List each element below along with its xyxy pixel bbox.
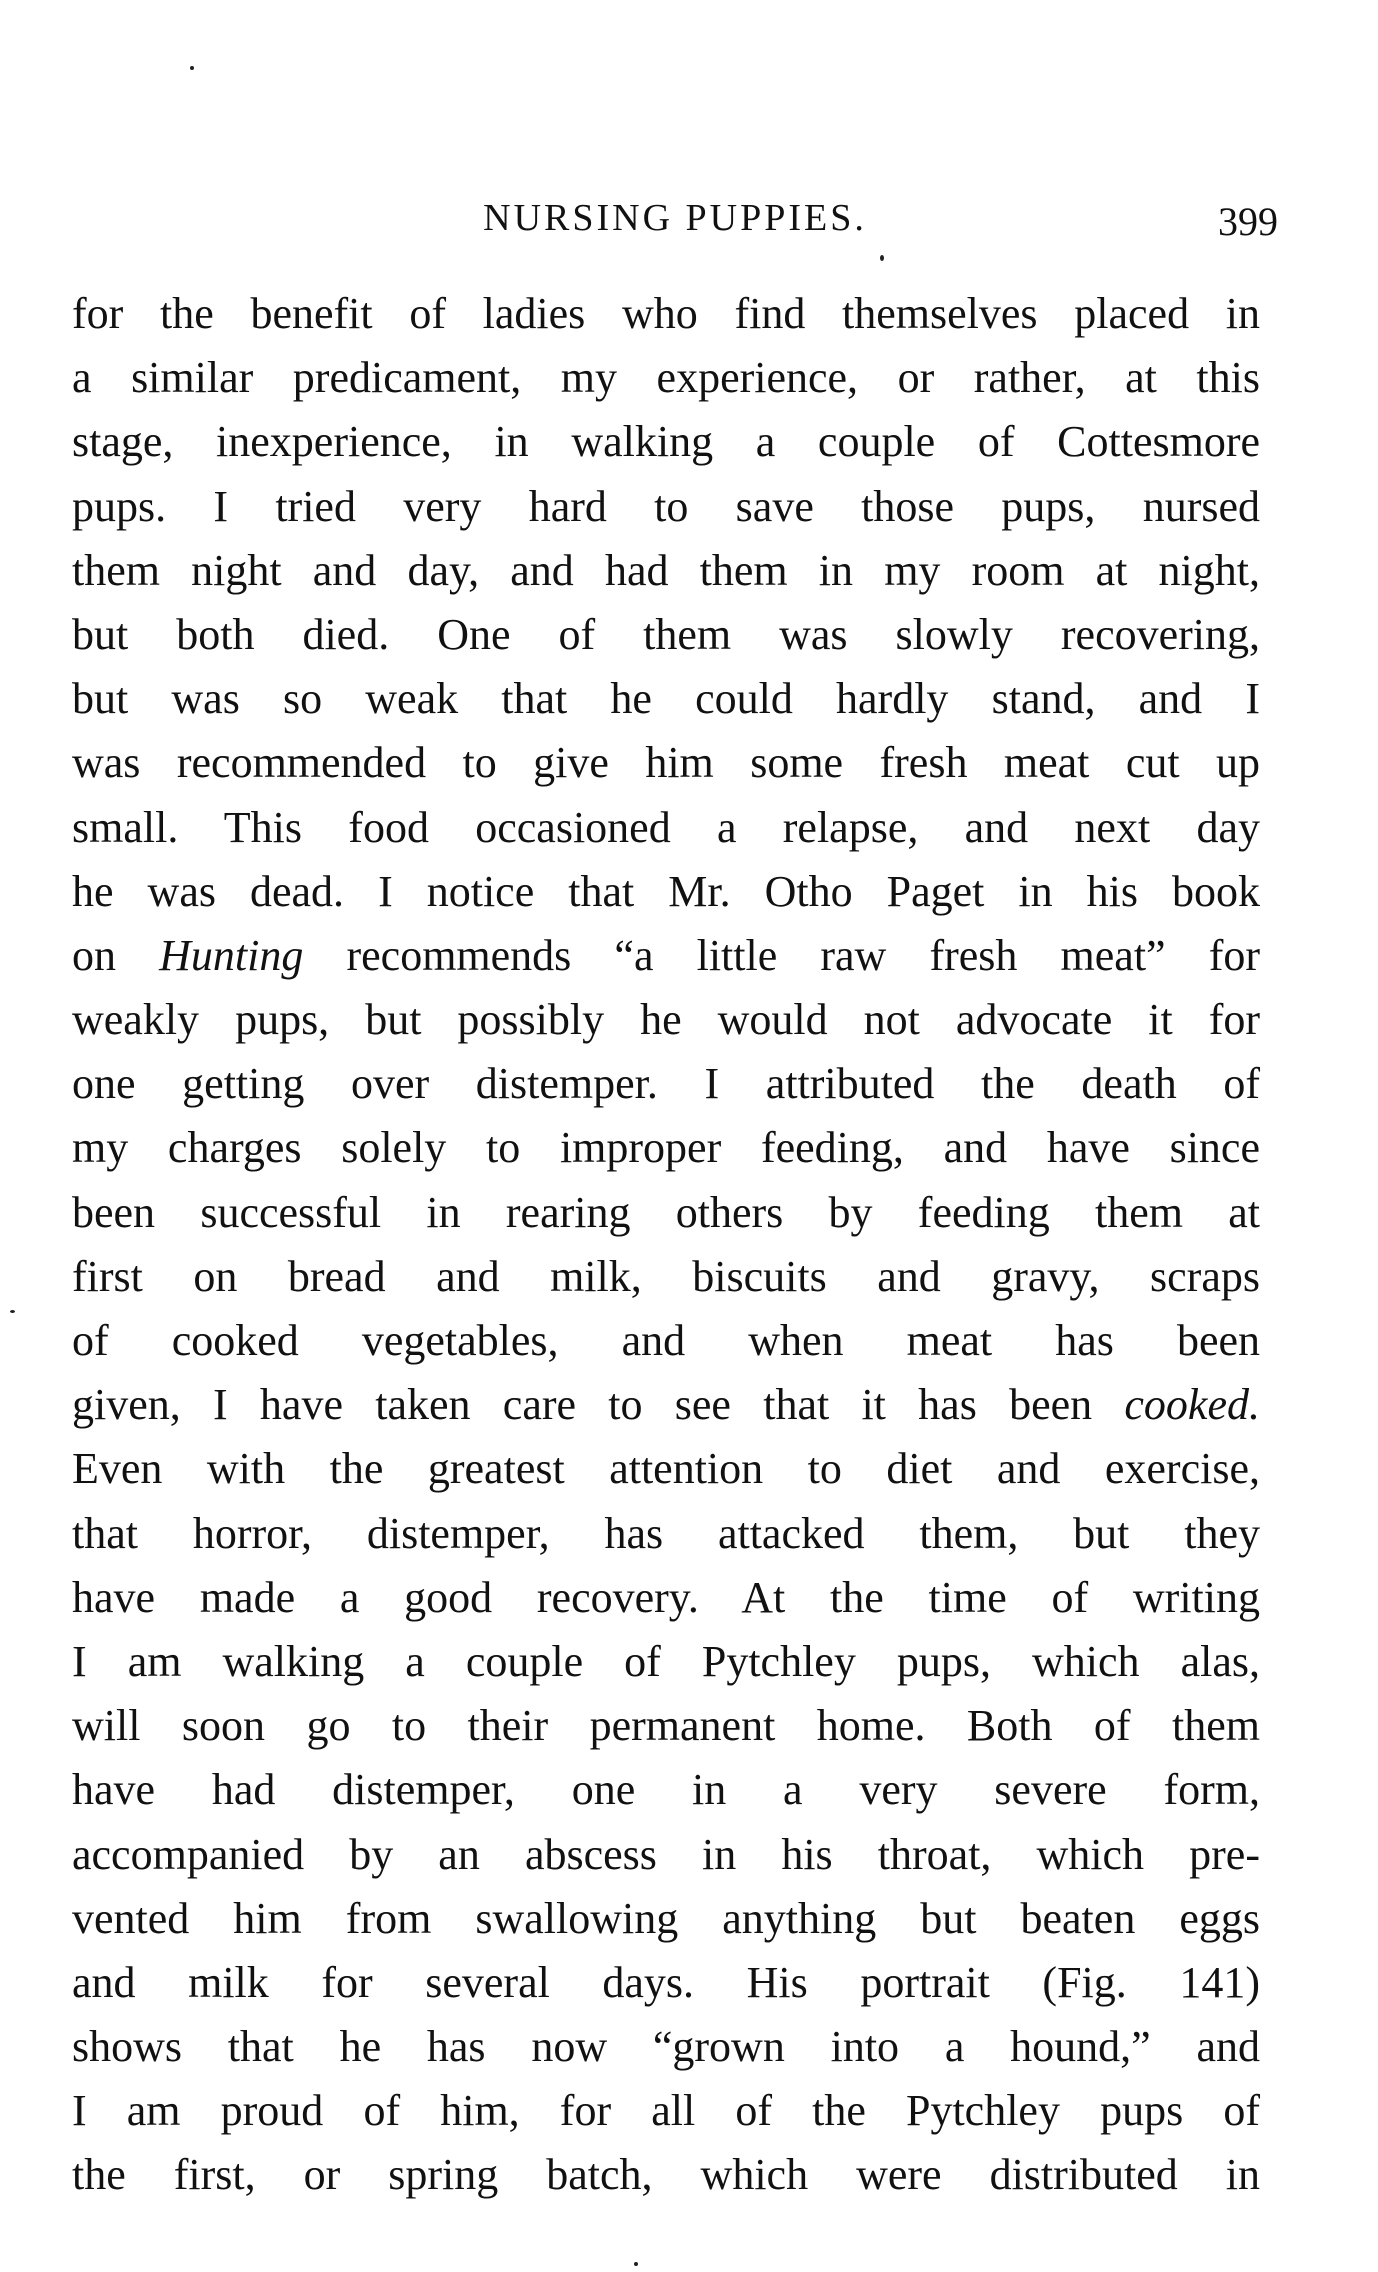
text-line	[72, 667, 1260, 731]
text-line	[72, 924, 1260, 988]
text-line	[72, 346, 1260, 410]
text-line	[72, 1502, 1260, 1566]
text-line-content: have made a good recovery. At the time of writing	[72, 1572, 1260, 1622]
text-line-content: shows that he has now “grown into a hound,” and	[72, 2022, 1260, 2072]
text-line-content: vented him from swallowing anything but beaten eggs	[72, 1893, 1260, 1943]
text-line-content: he was dead. I notice that Mr. Otho Paget in his book	[72, 866, 1260, 916]
text-line	[72, 796, 1260, 860]
text-line	[72, 1887, 1260, 1951]
text-line-content: that horror, distemper, has attacked them, but they	[72, 1508, 1260, 1558]
text-line	[72, 1566, 1260, 1630]
text-line	[72, 1951, 1260, 2015]
text-line-content: pups. I tried very hard to save those pups, nursed	[72, 481, 1260, 531]
text-line	[72, 2079, 1260, 2143]
text-line	[72, 1181, 1260, 1245]
text-line	[72, 731, 1260, 795]
text-line-content	[72, 1373, 1260, 1437]
text-line	[72, 1116, 1260, 1180]
text-line-content: Even with the greatest attention to diet and exercise,	[72, 1444, 1260, 1494]
text-line-content: and milk for several days. His portrait (Fig. 141)	[72, 1957, 1260, 2007]
text-line	[72, 1373, 1260, 1437]
text-line-content: a similar predicament, my experience, or rather, at this	[72, 353, 1260, 403]
text-line-content: accompanied by an abscess in his throat, which pre-	[72, 1829, 1260, 1879]
text-line	[72, 1823, 1260, 1887]
text-segment: recommends “a little raw fresh meat” for	[303, 930, 1260, 980]
text-line-content: one getting over distemper. I attributed the death of	[72, 1059, 1260, 1109]
text-line-content: them night and day, and had them in my room at night,	[72, 545, 1260, 595]
scan-speck	[10, 1310, 15, 1313]
text-line-content: I am walking a couple of Pytchley pups, which alas,	[72, 1636, 1260, 1686]
text-line	[72, 860, 1260, 924]
text-line	[72, 1630, 1260, 1694]
text-line-content: my charges solely to improper feeding, and have since	[72, 1123, 1260, 1173]
scan-speck	[880, 255, 884, 261]
italic-text: Hunting	[159, 930, 304, 980]
text-line	[72, 475, 1260, 539]
running-title: NURSING PUPPIES.	[483, 197, 867, 239]
page-number: 399	[1218, 199, 1278, 244]
text-line	[72, 603, 1260, 667]
text-segment: on	[72, 930, 160, 980]
text-line-content: have had distemper, one in a very severe form,	[72, 1765, 1260, 1815]
text-line-content: I am proud of him, for all of the Pytchley pups of	[72, 2086, 1260, 2136]
text-line-content: of cooked vegetables, and when meat has been	[72, 1316, 1260, 1365]
text-line	[72, 988, 1260, 1052]
text-line-content	[72, 924, 1260, 988]
scan-speck	[634, 2262, 638, 2266]
text-line-content: been successful in rearing others by feeding them at	[72, 1187, 1260, 1237]
text-line-content: for the benefit of ladies who find themselves placed in	[72, 289, 1260, 338]
text-line	[72, 1245, 1260, 1309]
text-line	[72, 282, 1260, 346]
text-segment: given, I have taken care to see that it has been	[72, 1380, 1125, 1430]
text-line-content: first on bread and milk, biscuits and gravy, scraps	[72, 1251, 1260, 1301]
text-line-content: weakly pups, but possibly he would not advocate it for	[72, 995, 1260, 1045]
text-line	[72, 1437, 1260, 1501]
scan-speck	[190, 66, 194, 70]
text-line-content: will soon go to their permanent home. Both of them	[72, 1701, 1260, 1751]
text-line	[72, 539, 1260, 603]
text-line	[72, 1694, 1260, 1758]
italic-text: cooked.	[1124, 1380, 1260, 1430]
text-line-content: the first, or spring batch, which were distributed in	[72, 2150, 1260, 2200]
text-line	[72, 410, 1260, 474]
text-line	[72, 2015, 1260, 2079]
text-line	[72, 1758, 1260, 1822]
text-line	[72, 2143, 1260, 2207]
text-line	[72, 1309, 1260, 1373]
text-line-content: small. This food occasioned a relapse, and next day	[72, 802, 1260, 852]
body-text	[72, 282, 1260, 2208]
text-line-content: stage, inexperience, in walking a couple of Cottesmore	[72, 417, 1260, 467]
text-line	[72, 1052, 1260, 1116]
text-line-content: but both died. One of them was slowly recovering,	[72, 609, 1260, 659]
text-line-content: but was so weak that he could hardly stand, and I	[72, 674, 1260, 724]
running-header	[0, 196, 1378, 252]
text-line-content: was recommended to give him some fresh meat cut up	[72, 738, 1260, 788]
